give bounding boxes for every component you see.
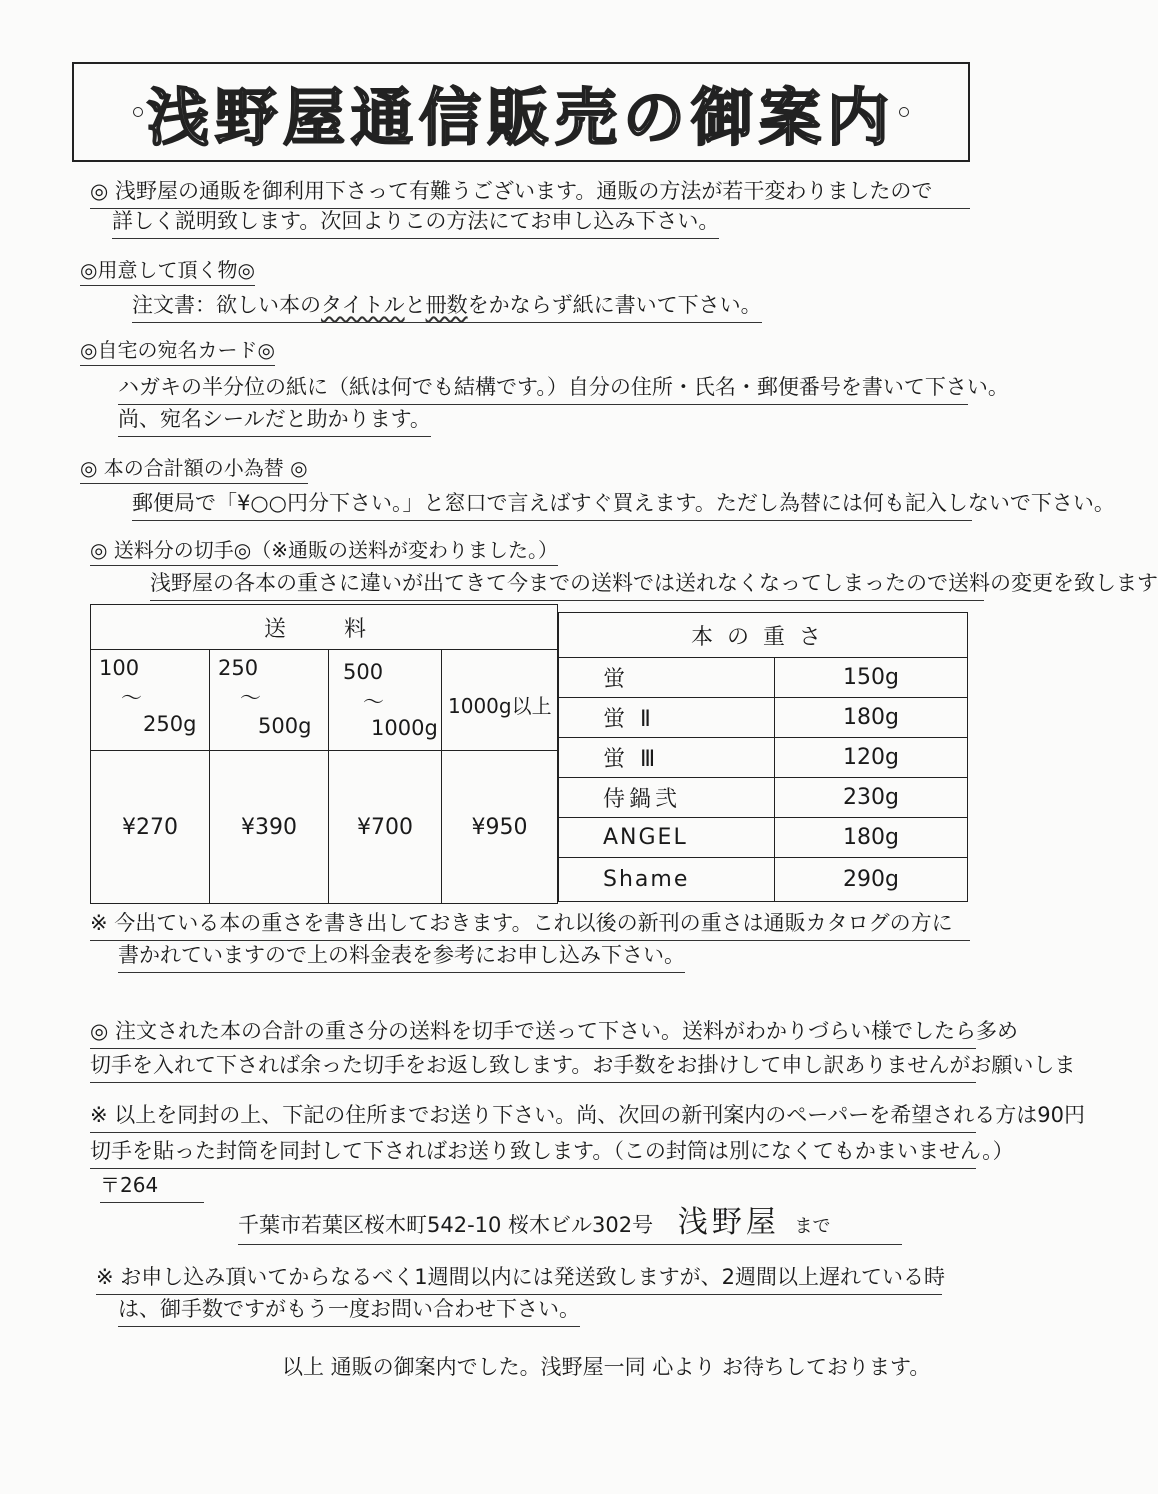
book-name-1: 蛍 [559, 658, 775, 698]
price-cell-2: ¥390 [210, 751, 329, 904]
book-weight-5: 180g [775, 818, 968, 858]
address-suffix: まで [794, 1216, 831, 1237]
address-line [238, 1205, 902, 1245]
book-weight-table [558, 612, 968, 902]
section3-heading: ◎ 本の合計額の小為替 ◎ [80, 452, 308, 484]
section3-line-1: 郵便局で「¥○○円分下さい。」と窓口で言えばすぐ買えます。ただし為替には何も記入しないで下さい。 [132, 488, 972, 521]
book-weight-4: 230g [775, 778, 968, 818]
section1-body-suffix: をかならず紙に書いて下さい。 [467, 293, 762, 317]
note3-line-1: ※ お申し込み頂いてからなるべく1週間以内には発送致しますが、2週間以上遅れている時 [96, 1262, 942, 1295]
section4-line-1: 浅野屋の各本の重さに違いが出てきて今までの送料では送れなくなってしまったので送料の変更を致します [150, 568, 984, 601]
book-weight-3: 120g [775, 738, 968, 778]
section1-body-mid: と [404, 293, 426, 317]
section5-line-1: ◎ 注文された本の合計の重さ分の送料を切手で送って下さい。送料がわかりづらい様でしたら多め [90, 1016, 976, 1049]
note1-line-1: ※ 今出ている本の重さを書き出しておきます。これ以後の新刊の重さは通販カタログの方に [90, 908, 970, 941]
range-1-from: 100 [99, 656, 140, 680]
range-2-to: 500g [258, 714, 312, 738]
shipping-fee-table [90, 604, 558, 904]
note2-line-2: 切手を貼った封筒を同封して下さればお送り致します。（この封筒は別になくてもかまいません。） [90, 1136, 976, 1169]
title-box [72, 62, 970, 162]
book-name-5: ANGEL [559, 818, 775, 858]
section1-title-word: タイトル [321, 293, 405, 317]
book-name-2: 蛍 Ⅱ [559, 698, 775, 738]
price-cell-1: ¥270 [91, 751, 210, 904]
range-cell-4 [442, 650, 558, 751]
range-3-to: 1000g [371, 716, 438, 740]
book-weight-1: 150g [775, 658, 968, 698]
range-cell-2 [210, 650, 329, 751]
section2-heading: ◎自宅の宛名カード◎ [80, 334, 275, 366]
section1-body [132, 290, 762, 323]
intro-line-2: 詳しく説明致します。次回よりこの方法にてお申し込み下さい。 [112, 206, 719, 239]
range-1-to: 250g [143, 712, 197, 736]
range-3-from: 500 [343, 660, 384, 684]
price-cell-3: ¥700 [329, 751, 442, 904]
price-cell-4: ¥950 [442, 751, 558, 904]
section2-line-2: 尚、宛名シールだと助かります。 [118, 404, 431, 437]
range-cell-3 [329, 650, 442, 751]
book-name-4: 侍鍋弐 [559, 778, 775, 818]
note1-line-2: 書かれていますので上の料金表を参考にお申し込み下さい。 [118, 940, 685, 973]
address-text: 千葉市若葉区桜木町542-10 桜木ビル302号 [238, 1213, 654, 1237]
note2-line-1: ※ 以上を同封の上、下記の住所までお送り下さい。尚、次回の新刊案内のペーパーを希望される方は90円 [90, 1100, 976, 1133]
weight-table-header: 本の重さ [559, 613, 968, 658]
shop-name: 浅野屋 [677, 1205, 780, 1240]
book-name-3: 蛍 Ⅲ [559, 738, 775, 778]
page-title: 浅野屋通信販売の御案内 [146, 80, 895, 154]
section1-count-word: 冊数 [425, 293, 468, 317]
book-name-6: Shame [559, 858, 775, 902]
range-2-tilde: ～ [240, 686, 261, 710]
section1-heading: ◎用意して頂く物◎ [80, 254, 255, 286]
range-cell-1 [91, 650, 210, 751]
range-1-tilde: ～ [121, 686, 142, 710]
range-4-label: 1000g以上 [448, 694, 552, 718]
range-3-tilde: ～ [363, 690, 384, 714]
closing-message: 以上 通販の御案内でした。浅野屋一同 心より お待ちしております。 [282, 1355, 931, 1379]
section2-line-1: ハガキの半分位の紙に（紙は何でも結構です。）自分の住所・氏名・郵便番号を書いて下さい。 [118, 372, 968, 405]
section5-line-2: 切手を入れて下されば余った切手をお返し致します。お手数をお掛けして申し訳ありませんがお願いしま [90, 1050, 976, 1083]
note3-line-2: は、御手数ですがもう一度お問い合わせ下さい。 [118, 1294, 580, 1327]
section1-body-prefix: 注文書：欲しい本の [132, 293, 321, 317]
shipping-table-header: 送 料 [91, 605, 558, 650]
postal-code: 〒264 [100, 1170, 204, 1203]
book-weight-2: 180g [775, 698, 968, 738]
section4-heading: ◎ 送料分の切手◎（※通販の送料が変わりました。） [90, 534, 558, 566]
intro-line-1: ◎ 浅野屋の通販を御利用下さって有難うございます。通販の方法が若干変わりましたので [90, 176, 970, 209]
book-weight-6: 290g [775, 858, 968, 902]
title-left-dot [133, 107, 143, 117]
title-right-dot [899, 107, 909, 117]
range-2-from: 250 [218, 656, 259, 680]
